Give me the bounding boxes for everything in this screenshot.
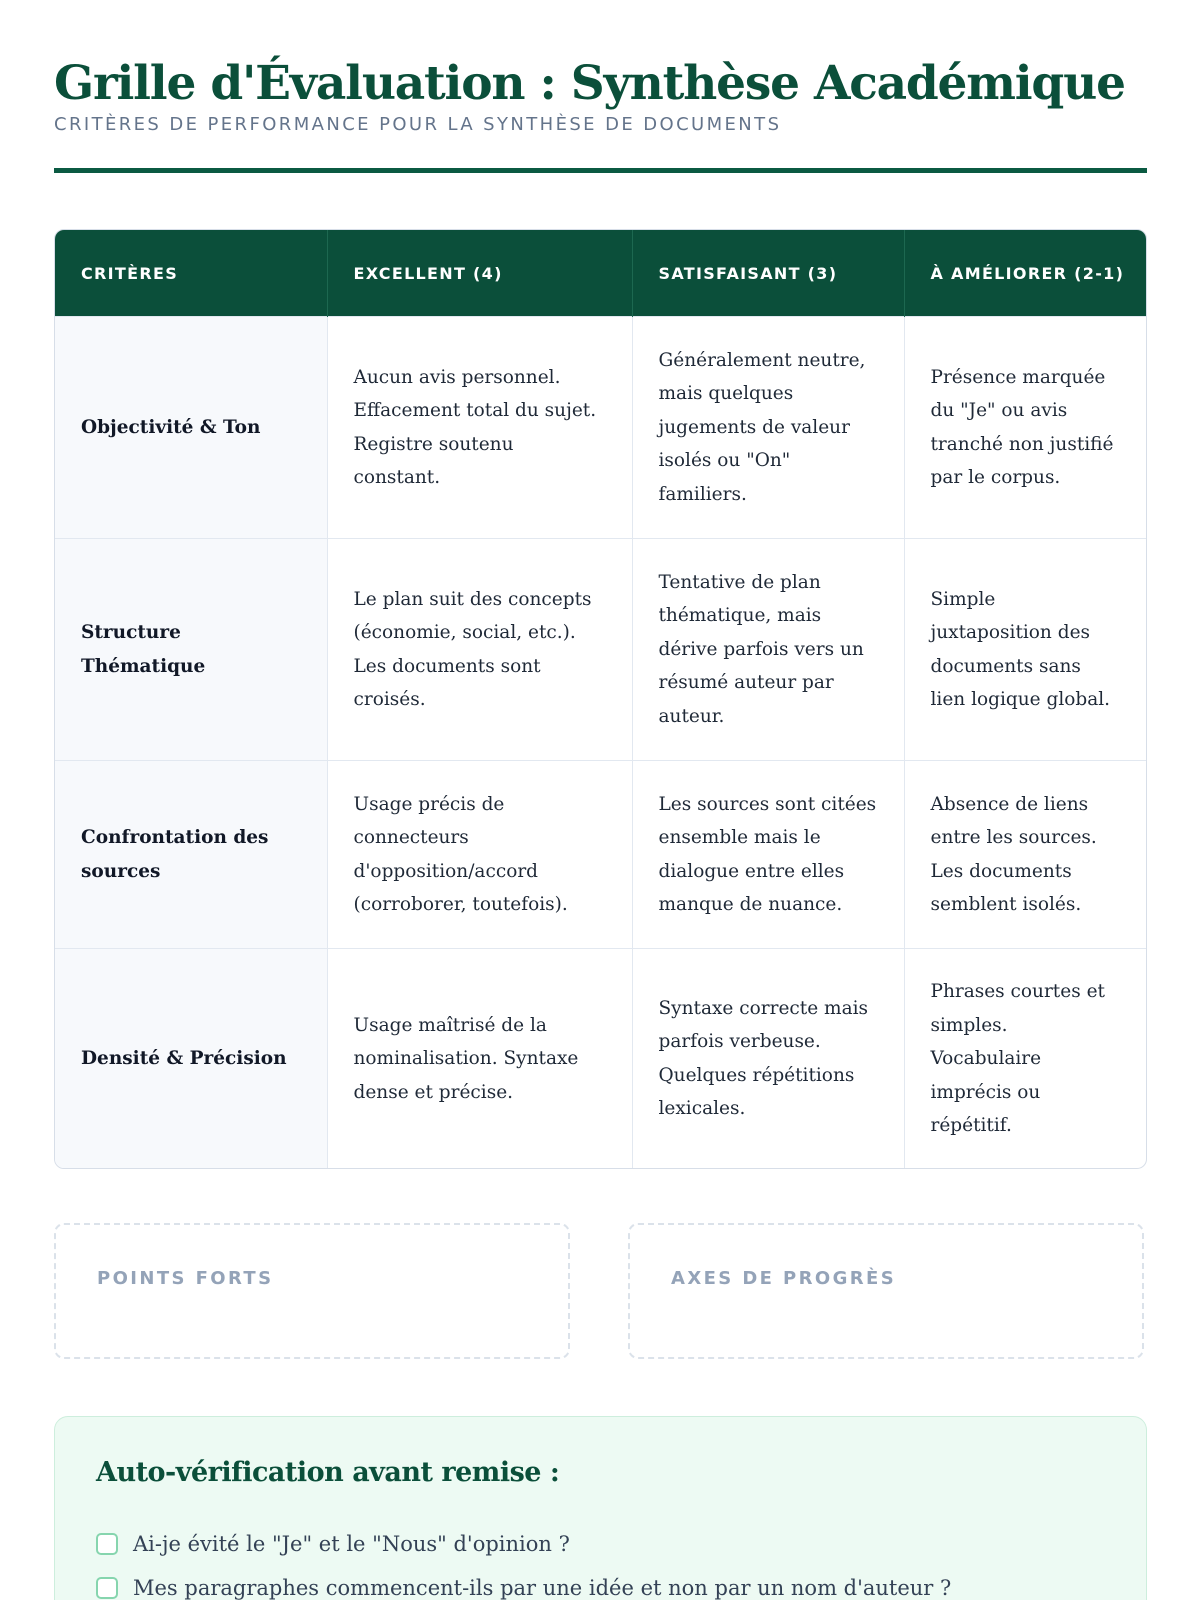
- rubric-table-container: [54, 229, 1147, 1169]
- criterion-cell: Objectivité & Ton: [55, 317, 327, 539]
- header-excellent: EXCELLENT (4): [327, 230, 632, 317]
- progress-label: AXES DE PROGRÈS: [671, 1268, 897, 1289]
- criterion-cell: Densité & Précision: [55, 949, 327, 1169]
- page-subtitle: CRITÈRES DE PERFORMANCE POUR LA SYNTHÈSE DE DOCUMENTS: [54, 114, 782, 135]
- header-divider: [54, 168, 1147, 173]
- excellent-cell: Le plan suit des concepts (économie, social, etc.). Les documents sont croisés.: [327, 539, 632, 761]
- criterion-cell: Confrontation des sources: [55, 761, 327, 949]
- table-row: [55, 539, 1146, 761]
- self-check-title: Auto-vérification avant remise :: [96, 1457, 560, 1488]
- checkbox[interactable]: [96, 1533, 118, 1555]
- page-title: Grille d'Évaluation : Synthèse Académique: [54, 56, 1125, 111]
- header-ameliorer: À AMÉLIORER (2-1): [904, 230, 1146, 317]
- checklist-item: [96, 1532, 570, 1556]
- criterion-cell: Structure Thématique: [55, 539, 327, 761]
- progress-box[interactable]: [628, 1223, 1144, 1359]
- excellent-cell: Usage précis de connecteurs d'opposition/accord (corroborer, toutefois).: [327, 761, 632, 949]
- excellent-cell: Usage maîtrisé de la nominalisation. Syntaxe dense et précise.: [327, 949, 632, 1169]
- rubric-table: [55, 230, 1146, 1169]
- strengths-box[interactable]: [54, 1223, 570, 1359]
- ameliorer-cell: Simple juxtaposition des documents sans lien logique global.: [904, 539, 1146, 761]
- satisfaisant-cell: Tentative de plan thématique, mais dérive parfois vers un résumé auteur par auteur.: [632, 539, 904, 761]
- self-check-panel: [54, 1416, 1147, 1600]
- checklist-item-label: Mes paragraphes commencent-ils par une idée et non par un nom d'auteur ?: [133, 1576, 952, 1600]
- satisfaisant-cell: Les sources sont citées ensemble mais le dialogue entre elles manque de nuance.: [632, 761, 904, 949]
- ameliorer-cell: Présence marquée du "Je" ou avis tranché non justifié par le corpus.: [904, 317, 1146, 539]
- satisfaisant-cell: Généralement neutre, mais quelques jugements de valeur isolés ou "On" familiers.: [632, 317, 904, 539]
- rubric-header-row: [55, 230, 1146, 317]
- table-row: [55, 949, 1146, 1169]
- table-row: [55, 317, 1146, 539]
- checklist-item: [96, 1576, 951, 1600]
- checkbox[interactable]: [96, 1577, 118, 1599]
- ameliorer-cell: Absence de liens entre les sources. Les documents semblent isolés.: [904, 761, 1146, 949]
- strengths-label: POINTS FORTS: [97, 1268, 274, 1289]
- header-criteria: CRITÈRES: [55, 230, 327, 317]
- excellent-cell: Aucun avis personnel. Effacement total du sujet. Registre soutenu constant.: [327, 317, 632, 539]
- header-satisfaisant: SATISFAISANT (3): [632, 230, 904, 317]
- ameliorer-cell: Phrases courtes et simples. Vocabulaire imprécis ou répétitif.: [904, 949, 1146, 1169]
- checklist-item-label: Ai-je évité le "Je" et le "Nous" d'opinion ?: [133, 1532, 570, 1556]
- satisfaisant-cell: Syntaxe correcte mais parfois verbeuse. Quelques répétitions lexicales.: [632, 949, 904, 1169]
- table-row: [55, 761, 1146, 949]
